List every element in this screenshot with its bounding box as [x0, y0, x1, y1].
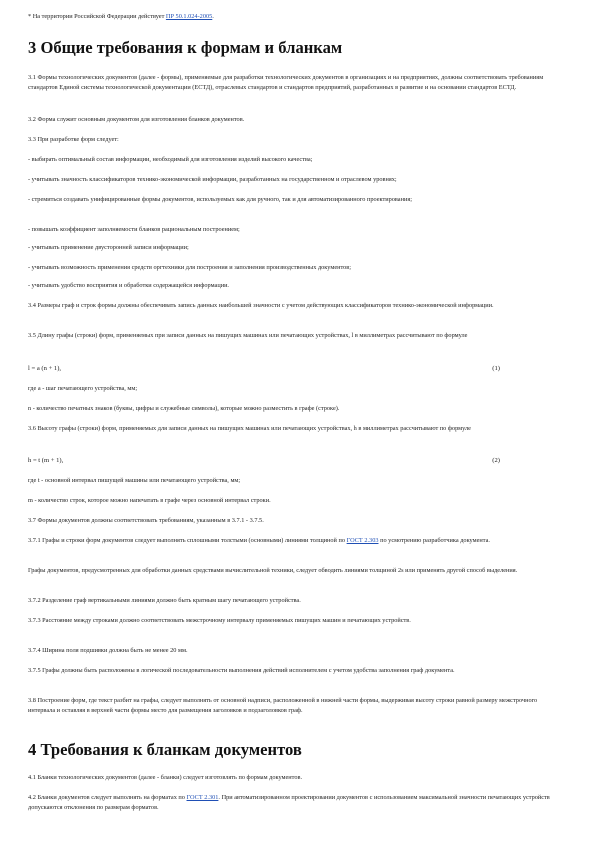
list-item: - учитывать возможность применения средств оргтехники для построения и заполнения производственных документов; — [28, 264, 352, 271]
formula-2-where: где t - основной интервал пишущей машины или печатающего устройства, мм; — [28, 477, 241, 484]
gost-2-301-link[interactable]: ГОСТ 2.301 — [186, 794, 219, 801]
formula-2-expression: h = t (m + 1), — [28, 457, 64, 464]
paragraph-3-7-1-text: 3.7.1 Графы и строки форм документов следует выполнять сплошными толстыми (основными) линиями толщиной по — [28, 537, 347, 544]
formula-2-number: (2) — [492, 457, 500, 464]
section-4-heading: 4 Требования к бланкам документов — [28, 740, 302, 759]
list-item: - повышать коэффициент заполняемости бланков рациональным построением; — [28, 226, 240, 233]
paragraph-3-4: 3.4 Размеры граф и строк формы должны обеспечивать запись данных наибольшей значности с учетом действующих классификаторов технико-экономической информации. — [28, 302, 494, 309]
paragraph-3-7: 3.7 Формы документов должны соответствовать требованиям, указанным в 3.7.1 - 3.7.5. — [28, 517, 264, 524]
paragraph-3-8: 3.8 Построение форм, где текст разбит на графы, следует выполнять от основной надписи, расположенной в нижней части формы, выдерживая высоту строки равной размеру межстрочного интервала и оставляя в верхней части формы место для размещения заголовков и подзаголовков граф. — [28, 697, 538, 714]
paragraph-3-1: 3.1 Формы технологических документов (далее - формы), применяемые для разработки технологических документов в организациях и на предприятиях, должны соответствовать требованиям стандартов Единой системы технологической документации (ЕСТД), отраслевых стандартов и стандартов предприятий, разработанных в развитие и на основании стандартов ЕСТД. — [28, 74, 544, 91]
paragraph-4-2-text-end: . При автоматизированном проектировании документов с использованием максимальной значности печатающих устройств допускаются отклонения по размерам форматов. — [28, 794, 550, 811]
formula-2 — [28, 456, 560, 466]
formula-1-n-definition: n - количество печатных знаков (буквы, цифры и служебные символы), которые можно разместить в графе (строке). — [28, 405, 340, 412]
formula-1-where: где a - шаг печатающего устройства, мм; — [28, 385, 138, 392]
paragraph-3-7-1-text-end: по усмотрению разработчика документа. — [378, 537, 490, 544]
list-item: - выбирать оптимальный состав информации, необходимый для изготовления изделий высокого качества; — [28, 156, 313, 163]
paragraph-3-7-3: 3.7.3 Расстояние между строками должно соответствовать межстрочному интервалу применяемых пишущих машин и печатающих устройств. — [28, 617, 411, 624]
paragraph-3-7-2: 3.7.2 Разделение граф вертикальными линиями должно быть кратным шагу печатающего устройства. — [28, 597, 301, 604]
paragraph-3-7-5: 3.7.5 Графы должны быть расположены в логической последовательности выполнения действий исполнителем с учетом удобства заполнения граф документа. — [28, 667, 455, 674]
note-text: * На территории Российской Федерации действует — [28, 13, 166, 20]
paragraph-3-6: 3.6 Высоту графы (строки) форм, применяемых для записи данных на пишущих машинах или печатающих устройствах, h в миллиметрах рассчитывают по формуле — [28, 425, 471, 432]
formula-1 — [28, 364, 560, 374]
paragraph-4-2-text: 4.2 Бланки документов следует выполнять на форматах по — [28, 794, 187, 801]
paragraph-3-7-4: 3.7.4 Ширина поля подшивки должна быть не менее 20 мм. — [28, 647, 188, 654]
paragraph-3-2: 3.2 Форма служит основным документом для изготовления бланков документов. — [28, 116, 245, 123]
paragraph-3-7-1-continued: Графы документов, предусмотренных для обработки данных средствами вычислительной техники, следует обводить линиями толщиной 2s или применять другой способ выделения. — [28, 567, 518, 574]
paragraph-3-5: 3.5 Длину графы (строки) форм, применяемых при записи данных на пишущих машинах или печатающих устройствах, l в миллиметрах рассчитывают по формуле — [28, 332, 468, 339]
list-item: - учитывать значность классификаторов технико-экономической информации, разработанных на государственном и отраслевом уровнях; — [28, 176, 397, 183]
list-item: - стремиться создавать унифицированные формы документов, используемых как для ручного, так и для автоматизированного проектирования; — [28, 196, 412, 203]
note-line — [28, 12, 560, 22]
paragraph-4-1: 4.1 Бланки технологических документов (далее - бланки) следует изготовлять по формам документов. — [28, 774, 303, 781]
formula-1-number: (1) — [492, 365, 500, 372]
paragraph-3-7-1 — [28, 536, 560, 546]
list-item: - учитывать удобство восприятия и обработки содержащейся информации. — [28, 282, 230, 289]
note-text-end: . — [212, 13, 214, 20]
formula-1-expression: l = a (n + 1), — [28, 365, 62, 372]
paragraph-3-3: 3.3 При разработке форм следует: — [28, 136, 119, 143]
list-item: - учитывать применение двусторонней записи информации; — [28, 244, 189, 251]
gost-2-303-link[interactable]: ГОСТ 2.303 — [346, 537, 379, 544]
pr-50-1-024-2005-link[interactable]: ПР 50.1.024-2005 — [165, 13, 213, 20]
formula-2-m-definition: m - количество строк, которое можно напечатать в графе через основной интервал строки. — [28, 497, 271, 504]
paragraph-4-2 — [28, 793, 560, 813]
section-3-heading: 3 Общие требования к формам и бланкам — [28, 38, 343, 57]
